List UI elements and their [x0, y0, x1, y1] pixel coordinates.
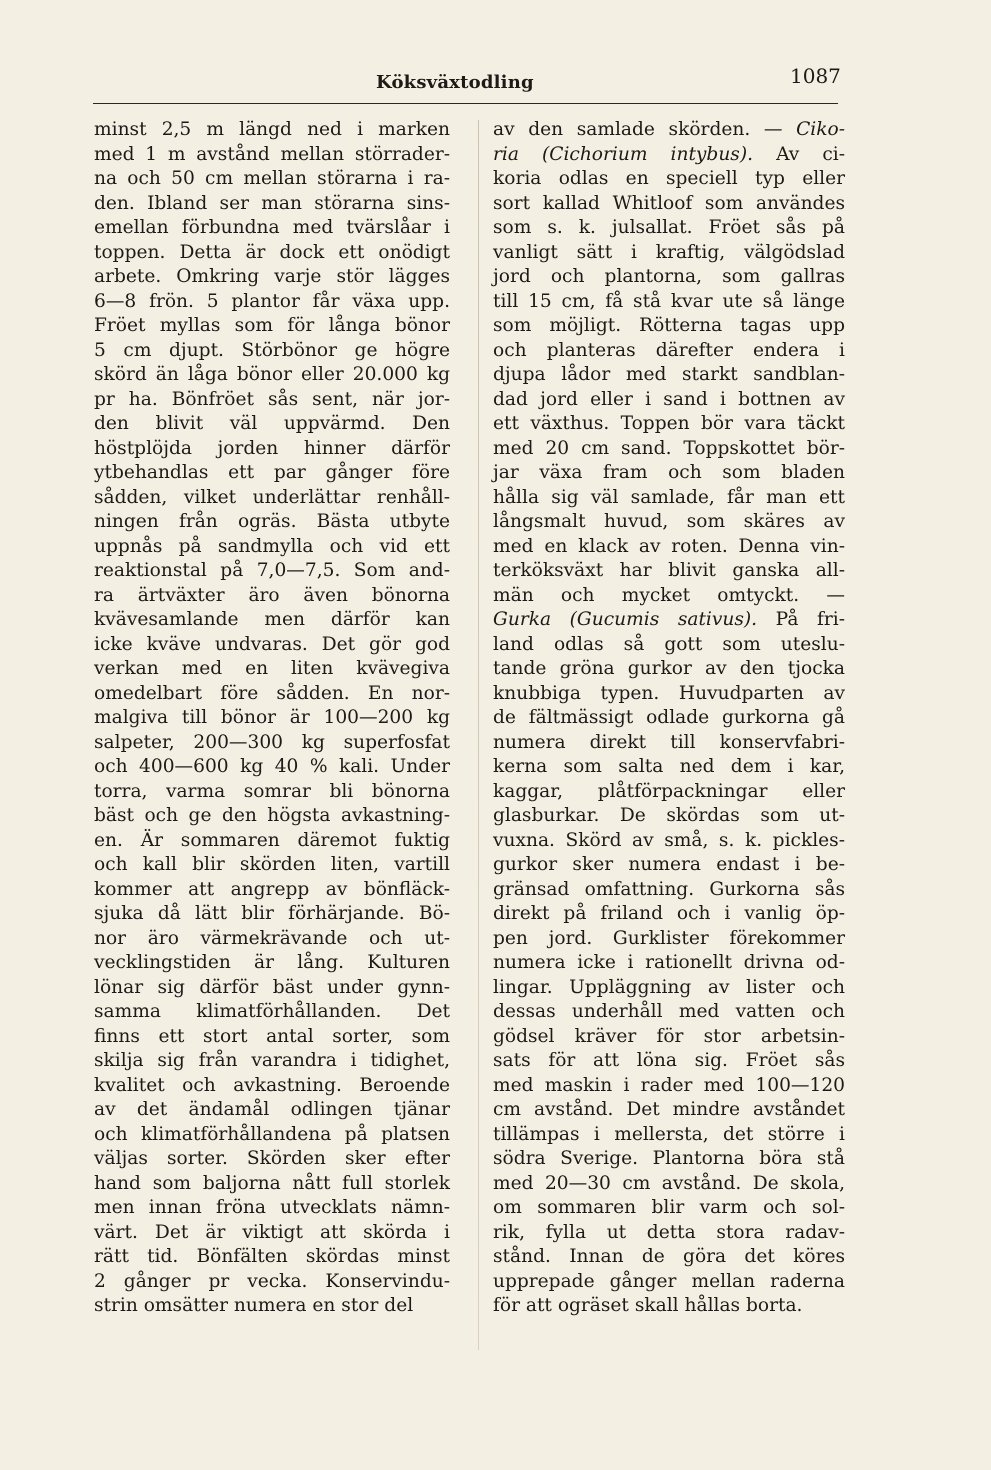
italic-term: Gurka (Gucumis sativus).: [493, 609, 758, 630]
text-line: tande gröna gurkor av den tjocka: [493, 658, 845, 679]
text-line: terköksväxt har blivit ganska all-: [493, 560, 845, 581]
text-line: om sommaren blir varm och sol-: [493, 1197, 845, 1218]
text-line: vecklingstiden är lång. Kulturen: [94, 952, 450, 973]
text-line: pr ha. Bönfröet sås sent, när jor-: [94, 388, 450, 410]
text-line: ytbehandlas ett par gånger före: [94, 462, 450, 483]
text-line: skörd än låga bönor eller 20.000 kg: [94, 364, 450, 385]
text-line: 5 cm djupt. Störbönor ge högre: [94, 339, 450, 361]
text-line: och klimatförhållandena på platsen: [94, 1123, 450, 1145]
text-line: dessas underhåll med vatten och: [493, 1001, 845, 1022]
text-line: Fröet myllas som för långa bönor: [94, 315, 450, 336]
text-line: ningen från ogräs. Bästa utbyte: [94, 511, 450, 532]
text-line: och kall blir skörden liten, vartill: [94, 854, 450, 875]
text-line: med 20 cm sand. Toppskottet bör-: [493, 437, 845, 459]
text-line: finns ett stort antal sorter, som: [94, 1025, 450, 1047]
text-line: jar växa fram och som bladen: [493, 462, 845, 483]
text-line: glasburkar. De skördas som ut-: [493, 805, 845, 826]
text-line: kvävesamlande men därför kan: [94, 609, 450, 630]
text-line: ra ärtväxter äro även bönorna: [94, 584, 450, 606]
text-line: sort kallad Whitloof som användes: [493, 192, 845, 214]
text-line: kommer att angrepp av bönfläck-: [94, 878, 450, 900]
text-line: med 1 m avstånd mellan störrader-: [94, 143, 450, 165]
text-line: malgiva till bönor är 100—200 kg: [94, 707, 450, 728]
text-line: pen jord. Gurklister förekommer: [493, 927, 845, 949]
text-line: rätt tid. Bönfälten skördas minst: [94, 1246, 450, 1267]
text-line: vuxna. Skörd av små, s. k. pickles-: [493, 829, 845, 851]
text-line: djupa lådor med starkt sandblan-: [493, 364, 845, 385]
column-divider: [478, 120, 479, 1350]
italic-term: Ciko-: [796, 119, 845, 140]
text-line: stånd. Innan de göra det köres: [493, 1246, 845, 1267]
text-line: och 400—600 kg 40 % kali. Under: [94, 756, 450, 777]
text-line: numera direkt till konservfabri-: [493, 731, 845, 753]
text-line: kaggar, plåtförpackningar eller: [493, 780, 845, 802]
text-line: sats för att löna sig. Fröet sås: [493, 1050, 845, 1071]
text-line: med en klack av roten. Denna vin-: [493, 535, 845, 557]
text-line: kerna som salta ned dem i kar,: [493, 756, 845, 777]
text-line: med 20—30 cm avstånd. De skola,: [493, 1172, 845, 1194]
text-line: till 15 cm, få stå kvar ute så länge: [493, 290, 845, 312]
text-line: en. Är sommaren däremot fuktig: [94, 829, 450, 851]
text-line: vanligt sätt i kraftig, välgödslad: [493, 241, 845, 263]
text-line: [493, 608, 845, 633]
text-line: upprepade gånger mellan raderna: [493, 1270, 845, 1292]
text-fragment: På fri-: [757, 609, 845, 630]
header-rule: [93, 103, 838, 104]
text-line: av det ändamål odlingen tjänar: [94, 1099, 450, 1120]
text-line: skilja sig från varandra i tidighet,: [94, 1050, 450, 1071]
text-line: de fältmässigt odlade gurkorna gå: [493, 707, 845, 728]
text-line: numera icke i rationellt drivna od-: [493, 952, 845, 973]
text-line: lönar sig därför bäst under gynn-: [94, 976, 450, 998]
text-line: män och mycket omtyckt. —: [493, 584, 845, 606]
text-line: med maskin i rader med 100—120: [493, 1074, 845, 1096]
text-line: salpeter, 200—300 kg superfosfat: [94, 731, 450, 753]
text-line: 6—8 frön. 5 plantor får växa upp.: [94, 290, 450, 312]
text-line: som möjligt. Rötterna tagas upp: [493, 315, 845, 336]
text-line: bäst och ge den högsta avkastning-: [94, 805, 450, 826]
text-line: värt. Det är viktigt att skörda i: [94, 1221, 450, 1243]
text-line: jord och plantorna, som gallras: [493, 266, 845, 287]
text-line: sådden, vilket underlättar renhåll-: [94, 486, 450, 508]
text-line: tillämpas i mellersta, det större i: [493, 1123, 845, 1145]
text-line: cm avstånd. Det mindre avståndet: [493, 1099, 845, 1120]
text-line: men innan fröna utvecklats nämn-: [94, 1197, 450, 1218]
running-header-title: Köksväxtodling: [376, 72, 534, 93]
text-line: 2 gånger pr vecka. Konservindu-: [94, 1270, 450, 1292]
text-line: land odlas så gott som uteslu-: [493, 633, 845, 655]
text-line: ett växthus. Toppen bör vara täckt: [493, 413, 845, 434]
text-line: gränsad omfattning. Gurkorna sås: [493, 878, 845, 900]
text-line: torra, varma somrar bli bönorna: [94, 780, 450, 802]
text-line: hand som baljorna nått full storlek: [94, 1172, 450, 1194]
text-line: södra Sverige. Plantorna böra stå: [493, 1148, 845, 1169]
text-line: [493, 118, 845, 143]
italic-term: ria (Cichorium intybus).: [493, 143, 754, 165]
text-line: långsmalt huvud, som skäres av: [493, 511, 845, 532]
text-line: och planteras därefter endera i: [493, 339, 845, 361]
text-line: gurkor sker numera endast i be-: [493, 854, 845, 875]
page-number: 1087: [790, 64, 841, 88]
text-line: höstplöjda jorden hinner därför: [94, 437, 450, 459]
text-fragment: Av ci-: [753, 143, 845, 165]
text-line: väljas sorter. Skörden sker efter: [94, 1148, 450, 1169]
text-line: som s. k. julsallat. Fröet sås på: [493, 217, 845, 238]
text-line: verkan med en liten kvävegiva: [94, 658, 450, 679]
text-line: den blivit väl uppvärmd. Den: [94, 413, 450, 434]
text-line: strin omsätter numera en stor del: [94, 1295, 414, 1316]
left-column-text: [94, 118, 450, 1319]
text-line: för att ogräset skall hållas borta.: [493, 1295, 803, 1316]
text-line: gödsel kräver för stor arbetsin-: [493, 1025, 845, 1047]
text-line: icke kväve undvaras. Det gör god: [94, 633, 450, 655]
text-line: uppnås på sandmylla och vid ett: [94, 535, 450, 557]
text-line: koria odlas en speciell typ eller: [493, 168, 845, 189]
text-line: na och 50 cm mellan störarna i ra-: [94, 168, 450, 189]
text-line: den. Ibland ser man störarna sins-: [94, 192, 450, 214]
text-line: rik, fylla ut detta stora radav-: [493, 1221, 845, 1243]
text-line: knubbiga typen. Huvudparten av: [493, 682, 845, 704]
text-line: omedelbart före sådden. En nor-: [94, 682, 450, 704]
text-line: toppen. Detta är dock ett onödigt: [94, 241, 450, 263]
text-line: lingar. Uppläggning av lister och: [493, 976, 845, 998]
text-line: dad jord eller i sand i bottnen av: [493, 388, 845, 410]
right-column-text: [493, 118, 845, 1319]
text-line: samma klimatförhållanden. Det: [94, 1001, 450, 1022]
text-line: arbete. Omkring varje stör lägges: [94, 266, 450, 287]
text-fragment: av den samlade skörden. —: [493, 119, 797, 140]
text-line: emellan förbundna med tvärslåar i: [94, 217, 450, 238]
text-line: sjuka då lätt blir förhärjande. Bö-: [94, 903, 450, 924]
text-line: hålla sig väl samlade, får man ett: [493, 486, 845, 508]
text-line: direkt på friland och i vanlig öp-: [493, 903, 845, 924]
text-line: minst 2,5 m längd ned i marken: [94, 119, 450, 140]
text-line: [493, 143, 845, 168]
text-line: kvalitet och avkastning. Beroende: [94, 1074, 450, 1096]
text-line: nor äro värmekrävande och ut-: [94, 927, 450, 949]
text-line: reaktionstal på 7,0—7,5. Som and-: [94, 560, 450, 581]
